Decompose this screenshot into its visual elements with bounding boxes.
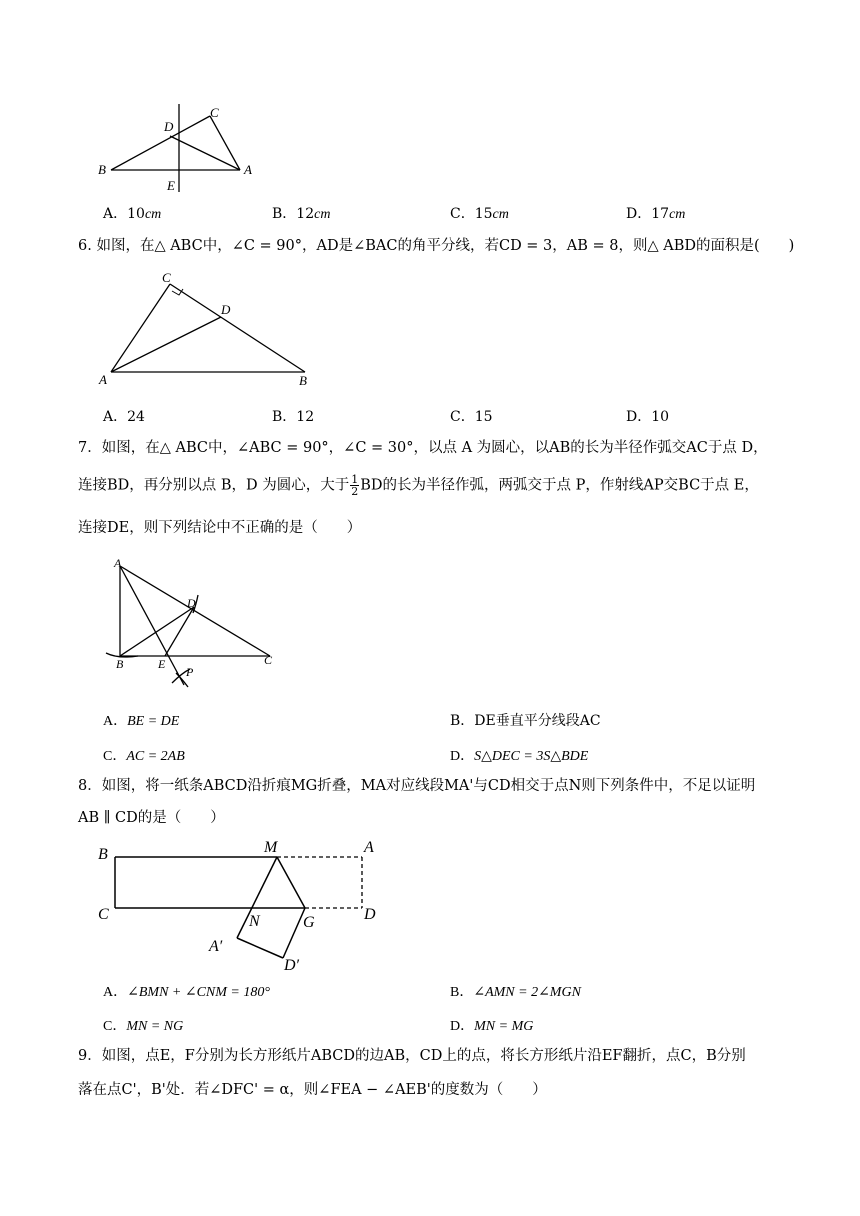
q8-option-c: C．MN = NG <box>103 1019 184 1034</box>
q6-option-b: B．12 <box>272 409 315 425</box>
q8-label-d-prime: D′ <box>284 957 300 974</box>
q8-option-a: A．∠BMN + ∠CNM = 180° <box>103 985 270 1000</box>
q5-option-a: A．10cm <box>103 206 162 222</box>
q7-stem-line2: 连接BD，再分别以点 B，D 为圆心，大于 $\frac{1}{2}$ BD的长为半径作弧，两弧交于点 P，作射线AP交BC于点 E， <box>78 473 759 498</box>
q8-label-c: C <box>98 906 109 923</box>
q7-fraction: $\frac{1}{2}$ <box>351 473 359 498</box>
q6-option-c: C．15 <box>450 409 493 425</box>
q9-stem-line1: 9．如图，点E，F分别为长方形纸片ABCD的边AB，CD上的点，将长方形纸片沿EF翻折，点C，B分别 <box>78 1048 746 1064</box>
q8-label-b: B <box>98 846 108 863</box>
q6-stem: 6. 如图，在△ ABC中，∠C = 90°，AD是∠BAC的角平分线，若CD = 3，AB = 8，则△ ABD的面积是( ) <box>78 238 795 254</box>
q6-option-d: D．10 <box>626 409 670 425</box>
q9-stem-line2: 落在点C'，B'处．若∠DFC' = α，则∠FEA − ∠AEB'的度数为（ ） <box>78 1082 547 1098</box>
q8-label-a-prime: A′ <box>209 938 223 955</box>
q6-label-d: D <box>221 302 231 317</box>
q5-option-c: C．15cm <box>450 206 509 222</box>
q8-label-m: M <box>264 839 278 856</box>
q8-option-b: B．∠AMN = 2∠MGN <box>450 985 581 1000</box>
q8-option-d: D．MN = MG <box>450 1019 534 1034</box>
q7-label-c: C <box>264 653 273 667</box>
q5-figure <box>90 100 270 200</box>
q8-label-n: N <box>249 913 260 930</box>
q8-figure <box>95 835 395 980</box>
q7-label-a: A <box>114 556 122 570</box>
q8-stem-line2: AB ∥ CD的是（ ） <box>78 810 225 826</box>
q8-label-a: A <box>364 839 374 856</box>
q7-label-d: D <box>187 596 196 610</box>
q7-stem-line3: 连接DE，则下列结论中不正确的是（ ） <box>78 520 362 536</box>
q5-label-e: E <box>167 178 175 193</box>
q5-option-b: B．12cm <box>272 206 331 222</box>
q6-option-a: A．24 <box>103 409 145 425</box>
q6-label-b: B <box>299 373 307 388</box>
q7-stem-line1: 7．如图，在△ ABC中，∠ABC = 90°，∠C = 30°，以点 A 为圆心，以AB的长为半径作弧交AC于点 D， <box>78 440 768 456</box>
q7-option-c: C．AC = 2AB <box>103 749 185 764</box>
q7-label-e: E <box>158 657 166 671</box>
q5-label-d: D <box>164 119 174 134</box>
q7-option-b: B．DE垂直平分线段AC <box>450 713 601 729</box>
q7-label-b: B <box>116 657 124 671</box>
q8-label-d: D <box>364 906 376 923</box>
q5-label-c: C <box>210 105 219 120</box>
q7-label-p: P <box>186 665 194 679</box>
q5-label-a: A <box>244 162 252 177</box>
q7-figure <box>98 555 288 695</box>
q6-label-c: C <box>162 270 171 285</box>
q5-option-d: D．17cm <box>626 206 686 222</box>
q8-label-g: G <box>303 914 315 931</box>
q6-figure <box>95 268 325 390</box>
q7-option-d: D．S△DEC = 3S△BDE <box>450 749 589 764</box>
q5-label-b: B <box>98 162 106 177</box>
q7-option-a: A．BE = DE <box>103 714 180 729</box>
q6-label-a: A <box>99 372 107 387</box>
q8-stem-line1: 8．如图，将一纸条ABCD沿折痕MG折叠，MA对应线段MA'与CD相交于点N则下列条件中，不足以证明 <box>78 778 756 794</box>
